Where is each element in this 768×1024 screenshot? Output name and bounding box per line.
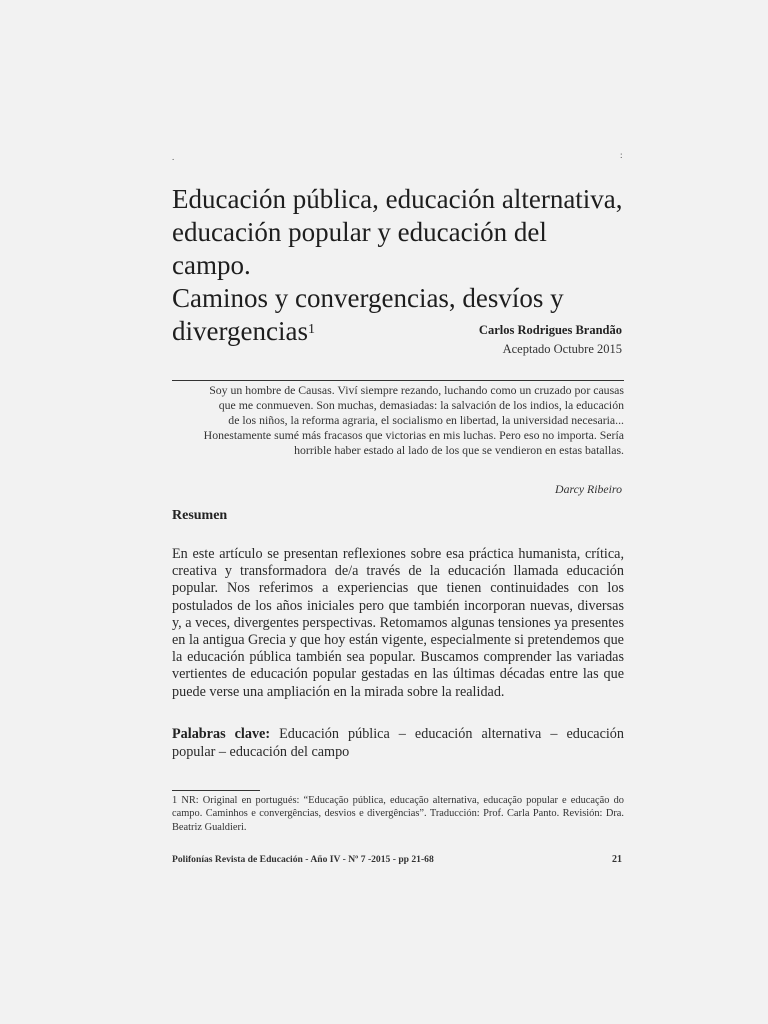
keywords-label: Palabras clave: [172,726,271,742]
keywords-paragraph [172,725,624,761]
title-footnote-ref[interactable]: 1 [307,322,315,337]
epigraph-author: Darcy Ribeiro [555,482,622,496]
title-line-4: divergencias [172,316,308,346]
page-number: 21 [612,854,622,865]
epigraph-line-1: Soy un hombre de Causas. Viví siempre rezando, luchando como un cruzado por causas [209,383,624,397]
title-line-3: Caminos y convergencias, desvíos y [172,283,564,313]
author-name: Carlos Rodrigues Brandão [478,323,622,337]
epigraph-line-2: que me conmueven. Son muchas, demasiadas: la salvación de los indios, la educación [218,398,624,412]
title-line-1: Educación pública, educación alternativa, [172,184,623,214]
accepted-date: Aceptado Octubre 2015 [502,342,622,356]
abstract-heading: Resumen [172,508,228,523]
epigraph-line-3: de los niños, la reforma agraria, el socialismo en libertad, la universidad necesaria... [228,413,624,427]
journal-footer: Polifonías Revista de Educación - Año IV - Nº 7 -2015 - pp 21-68 [172,854,434,865]
corner-mark-left: . [172,152,175,162]
epigraph-line-5: horrible haber estado al lado de los que se vendieron en estas batallas. [294,443,624,457]
title-line-2: educación popular y educación del campo. [172,217,547,280]
footnote-text: 1 NR: Original en portugués: “Educação pública, educação alternativa, educação popular e educação do campo. Caminhos e convergências, desvios e divergências”. Traducción: Prof. Carla Panto. Revisión: Dra. Beatriz Gualdieri. [172,795,624,833]
epigraph-line-4: Honestamente sumé más fracasos que victorias en mis luchas. Pero eso no importa. Sería [203,428,624,442]
abstract-text: En este artículo se presentan reflexiones sobre esa práctica humanista, crítica, creativa y transformadora de/a través de la educación llamada educación popular. Nos referimos a experiencias que tienen continuidades con los postulados de los años iniciales pero que también incorporan nuevas, diversas y, a veces, divergentes perspectivas. Retomamos algunas tensiones ya presentes en la antigua Grecia y que hoy están vigente, especialmente si pretendemos que la educación pública también sea popular. Buscamos comprender las variadas vertientes de educación popular gestadas en las últimas décadas entre las que puede verse una ampliación en la mirada sobre la realidad. [172,546,624,700]
epigraph-divider [172,380,624,381]
keywords-text: Educación pública – educación alternativa – educación popular – educación del campo [172,726,624,760]
corner-mark-right: : [620,150,623,160]
epigraph-quote [172,383,624,458]
footnote-divider [172,790,260,791]
